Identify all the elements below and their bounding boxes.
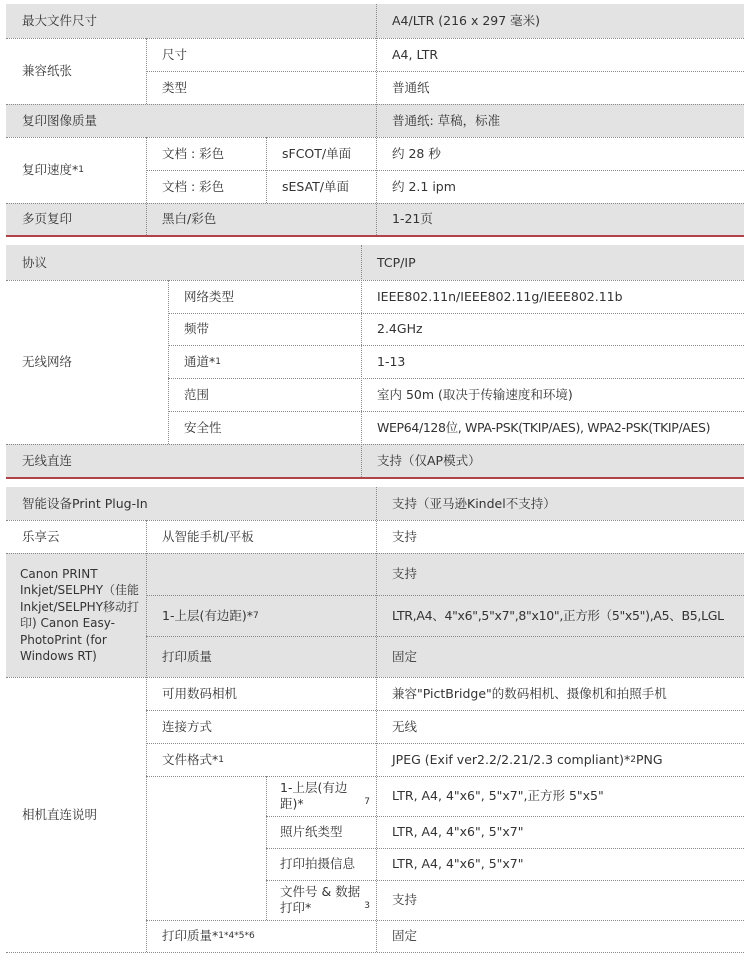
row-divider xyxy=(146,636,744,637)
column-divider xyxy=(376,4,377,235)
layout-value xyxy=(376,595,744,636)
print-quality-label xyxy=(146,636,376,677)
copy-quality-label xyxy=(6,104,376,137)
cam-file-label-text: 文件号 & 数据打印* xyxy=(280,884,361,915)
cam-quality-label: 打印质量* 1*4*5*6 xyxy=(146,920,376,952)
speed-row2-doc-text: 文档 : 彩色 xyxy=(162,178,225,194)
cam-layout-group xyxy=(146,776,266,920)
cam-format-value-text: JPEG (Exif ver2.2/2.21/2.3 compliant)* xyxy=(392,751,631,767)
row-divider xyxy=(6,203,744,204)
speed-row2-value xyxy=(376,170,744,203)
cam-devices-value xyxy=(376,677,744,710)
column-divider xyxy=(266,137,267,203)
cam-photo-value xyxy=(376,816,744,848)
cam-connection-label xyxy=(146,710,376,743)
cam-quality-label-text: 打印质量* xyxy=(162,928,219,943)
row-divider xyxy=(6,553,744,554)
cam-shoot-value xyxy=(376,848,744,880)
paper-label xyxy=(6,38,146,104)
cam-file-label: 文件号 & 数据打印* 3 xyxy=(266,880,376,920)
cam-format-value-tail: PNG xyxy=(635,751,663,767)
column-divider xyxy=(361,245,362,477)
cam-photo-label xyxy=(266,816,376,848)
multi-copy-sub xyxy=(146,203,376,235)
band-label xyxy=(168,313,361,345)
net-type-label xyxy=(168,280,361,313)
row-divider xyxy=(146,170,744,171)
cam-photo-label-text: 照片纸类型 xyxy=(280,824,343,839)
paper-size-value-text: A4, LTR xyxy=(392,46,439,62)
cam-file-value xyxy=(376,880,744,920)
row-divider xyxy=(6,104,744,105)
net-type-label-text: 网络类型 xyxy=(184,288,235,304)
cloud-sub-text: 从智能手机/平板 xyxy=(162,528,254,544)
camera-direct-label-text: 相机直连说明 xyxy=(22,806,98,822)
copy-quality-value xyxy=(376,104,744,137)
speed-row2-value-text: 约 2.1 ipm xyxy=(392,178,456,194)
cam-format-label-text: 文件格式* xyxy=(162,751,219,767)
canon-support-sub xyxy=(146,553,376,595)
row-divider xyxy=(6,952,744,953)
layout-value-text: LTR,A4、4"x6",5"x7",8"x10",正方形（5"x5"),A5、B5,LGL xyxy=(392,607,724,623)
row-divider xyxy=(6,137,744,138)
max-size-label xyxy=(6,4,376,38)
speed-row1-mode xyxy=(266,137,376,170)
layout-label-text: 1-上层(有边距)* xyxy=(162,607,253,623)
protocol-label-text: 协议 xyxy=(22,254,48,270)
speed-row1-doc xyxy=(146,137,266,170)
copy-quality-label-text: 复印图像质量 xyxy=(22,112,98,128)
print-quality-label-text: 打印质量 xyxy=(162,648,213,664)
paper-type-label-text: 类型 xyxy=(162,79,188,95)
row-divider xyxy=(6,38,744,39)
column-divider xyxy=(146,520,147,952)
row-divider xyxy=(146,743,744,744)
range-label xyxy=(168,378,361,411)
row-divider xyxy=(146,595,744,596)
cloud-label xyxy=(6,520,146,553)
net-type-value xyxy=(361,280,744,313)
speed-row2-mode-text: sESAT/单面 xyxy=(282,178,350,194)
speed-row1-value-text: 约 28 秒 xyxy=(392,145,441,161)
paper-type-value xyxy=(376,71,744,104)
plugin-value-text: 支持（亚马逊Kindel不支持） xyxy=(392,495,556,511)
multi-copy-value-text: 1-21页 xyxy=(392,211,433,226)
paper-size-label xyxy=(146,38,376,71)
row-divider xyxy=(266,848,744,849)
security-value xyxy=(361,411,744,444)
print-quality-value-text: 固定 xyxy=(392,648,418,664)
speed-row2-mode xyxy=(266,170,376,203)
cam-devices-label-text: 可用数码相机 xyxy=(162,685,238,701)
row-divider xyxy=(266,816,744,817)
wireless-label xyxy=(6,280,168,444)
cloud-label-text: 乐享云 xyxy=(22,528,60,544)
row-divider xyxy=(146,71,744,72)
channel-label-text: 通道* xyxy=(184,353,216,369)
cloud-value xyxy=(376,520,744,553)
plugin-value xyxy=(376,487,744,520)
band-label-text: 频带 xyxy=(184,321,210,336)
multi-copy-value xyxy=(376,203,744,235)
cam-connection-value xyxy=(376,710,744,743)
protocol-value xyxy=(361,245,744,280)
plugin-label xyxy=(6,487,376,520)
multi-copy-sub-text: 黑白/彩色 xyxy=(162,211,217,226)
section-divider xyxy=(6,477,744,479)
multi-copy-label-text: 多页复印 xyxy=(22,211,73,226)
section-divider xyxy=(6,235,744,237)
range-value xyxy=(361,378,744,411)
cam-photo-value-text: LTR, A4, 4"x6", 5"x7" xyxy=(392,824,524,839)
wifi-direct-label xyxy=(6,444,361,477)
wifi-direct-value-text: 支持（仅AP模式） xyxy=(377,452,481,468)
cam-layer-label-text: 1-上层(有边距)* xyxy=(280,780,348,811)
row-divider xyxy=(6,677,744,678)
cloud-sub xyxy=(146,520,376,553)
row-divider xyxy=(146,920,744,921)
cam-file-value-text: 支持 xyxy=(392,892,418,907)
row-divider xyxy=(6,444,744,445)
row-divider xyxy=(168,313,744,314)
column-divider xyxy=(146,38,147,104)
canon-support-value xyxy=(376,553,744,595)
print-quality-value xyxy=(376,636,744,677)
column-divider xyxy=(168,280,169,444)
security-value-text: WEP64/128位, WPA-PSK(TKIP/AES), WPA2-PSK(TKIP/AES) xyxy=(377,419,711,435)
row-divider xyxy=(146,776,744,777)
cam-layer-label: 1-上层(有边距)* 7 xyxy=(266,776,376,816)
canon-print-label xyxy=(6,553,146,677)
cam-format-label: 文件格式* 1 xyxy=(146,743,376,776)
cam-format-value: JPEG (Exif ver2.2/2.21/2.3 compliant)* 2 PNG xyxy=(376,743,744,776)
wireless-label-text: 无线网络 xyxy=(22,354,73,369)
protocol-label xyxy=(6,245,361,280)
band-value-text: 2.4GHz xyxy=(377,321,423,336)
max-size-value xyxy=(376,4,744,38)
canon-print-label-text: Canon PRINT Inkjet/SELPHY（佳能Inkjet/SELPHY移动打印) Canon Easy-PhotoPrint (for Windows RT) xyxy=(20,566,140,663)
channel-value-text: 1-13 xyxy=(377,353,406,369)
row-divider xyxy=(146,710,744,711)
row-divider xyxy=(168,378,744,379)
cam-shoot-value-text: LTR, A4, 4"x6", 5"x7" xyxy=(392,856,524,871)
cloud-value-text: 支持 xyxy=(392,528,418,544)
copy-speed-label-text: 复印速度* xyxy=(22,162,79,177)
cam-quality-value xyxy=(376,920,744,952)
speed-row1-mode-text: sFCOT/单面 xyxy=(282,145,352,161)
cam-devices-label xyxy=(146,677,376,710)
wifi-direct-value xyxy=(361,444,744,477)
column-divider xyxy=(146,137,147,235)
cam-devices-value-text: 兼容"PictBridge"的数码相机、摄像机和拍照手机 xyxy=(392,685,667,701)
multi-copy-label xyxy=(6,203,146,235)
cam-layer-value xyxy=(376,776,744,816)
camera-direct-label xyxy=(6,677,146,952)
column-divider xyxy=(376,487,377,952)
speed-row1-doc-text: 文档 : 彩色 xyxy=(162,145,225,161)
max-size-label-text: 最大文件尺寸 xyxy=(22,13,98,28)
cam-connection-label-text: 连接方式 xyxy=(162,718,213,734)
column-divider xyxy=(266,776,267,920)
max-size-value-text: A4/LTR (216 x 297 毫米) xyxy=(392,13,541,28)
layout-label: 1-上层(有边距)* 7 xyxy=(146,595,376,636)
cam-shoot-label xyxy=(266,848,376,880)
range-label-text: 范围 xyxy=(184,386,210,402)
copy-speed-label: 复印速度* 1 xyxy=(6,137,146,203)
channel-value xyxy=(361,345,744,378)
security-label xyxy=(168,411,361,444)
canon-support-value-text: 支持 xyxy=(392,566,418,581)
row-divider xyxy=(266,880,744,881)
paper-type-label xyxy=(146,71,376,104)
protocol-value-text: TCP/IP xyxy=(377,254,416,270)
plugin-label-text: 智能设备Print Plug-In xyxy=(22,495,148,511)
paper-label-text: 兼容纸张 xyxy=(22,63,73,78)
security-label-text: 安全性 xyxy=(184,419,222,435)
row-divider xyxy=(168,411,744,412)
row-divider xyxy=(168,345,744,346)
speed-row2-doc xyxy=(146,170,266,203)
wifi-direct-label-text: 无线直连 xyxy=(22,452,73,468)
cam-layer-value-text: LTR, A4, 4"x6", 5"x7",正方形 5"x5" xyxy=(392,788,604,803)
range-value-text: 室内 50m (取决于传输速度和环境) xyxy=(377,386,573,402)
net-type-value-text: IEEE802.11n/IEEE802.11g/IEEE802.11b xyxy=(377,288,623,304)
cam-connection-value-text: 无线 xyxy=(392,718,418,734)
cam-shoot-label-text: 打印拍摄信息 xyxy=(280,856,356,871)
paper-type-value-text: 普通纸 xyxy=(392,79,430,95)
cam-quality-value-text: 固定 xyxy=(392,928,418,943)
paper-size-label-text: 尺寸 xyxy=(162,46,188,62)
row-divider xyxy=(6,520,744,521)
band-value xyxy=(361,313,744,345)
paper-size-value xyxy=(376,38,744,71)
copy-quality-value-text: 普通纸: 草稿，标准 xyxy=(392,112,501,128)
row-divider xyxy=(6,280,744,281)
channel-label: 通道* 1 xyxy=(168,345,361,378)
speed-row1-value xyxy=(376,137,744,170)
